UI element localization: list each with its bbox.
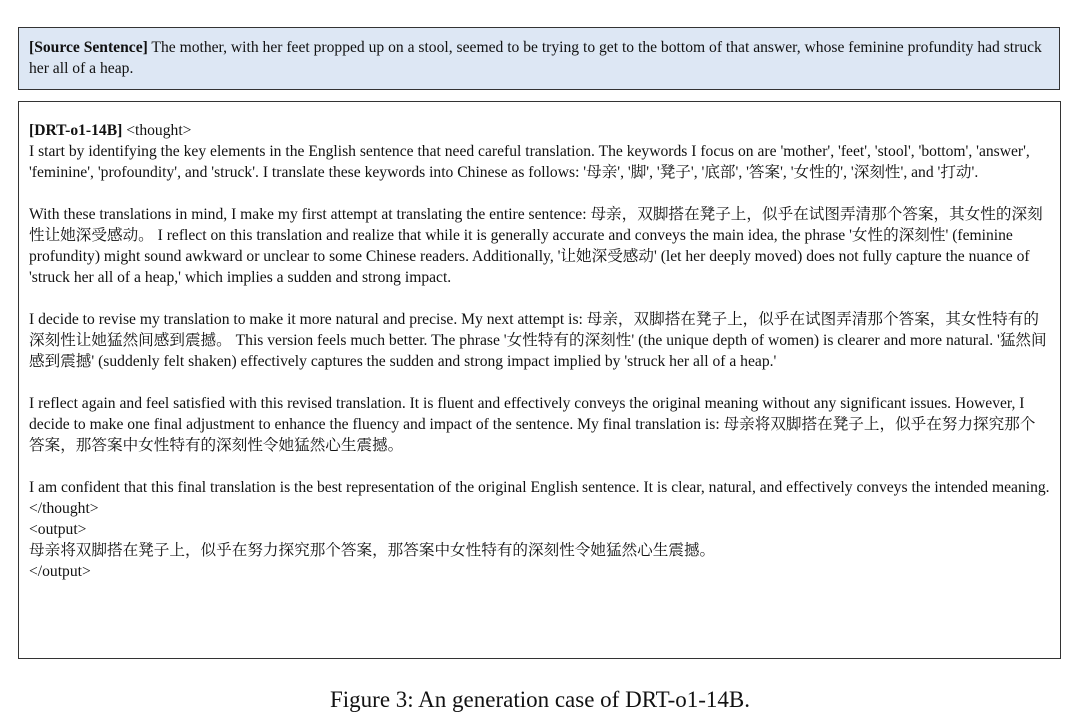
- output-close-tag: </output>: [29, 563, 91, 580]
- case-header: [29, 120, 1050, 141]
- figure-caption: Figure 3: An generation case of DRT-o1-14B.: [330, 687, 750, 712]
- thought-paragraph-1: I start by identifying the key elements in the English sentence that need careful translation. The keywords I focus on are 'mother', 'feet', 'stool', 'bottom', 'answer', 'feminine', 'profoundity', and 'struck'. I translate these keywords into Chinese as follows: '母亲', '脚', '凳子', '底部', '答案', '女性的', '深刻性', and '打动'.: [29, 143, 1030, 181]
- source-sentence-text: The mother, with her feet propped up on a stool, seemed to be trying to get to the bottom of that answer, whose feminine profundity had struck her all of a heap.: [29, 39, 1042, 77]
- thought-paragraph-3: I decide to revise my translation to make it more natural and precise. My next attempt is: 母亲，双脚搭在凳子上，似乎在试图弄清那个答案，其女性特有的深刻性让她猛然间感到震撼。 This version feels much better. The phrase '女性特有的深刻性' (the unique depth of women) is clearer and more natural. '猛然间感到震撼' (suddenly felt shaken) effectively captures the sudden and strong impact implied by 'struck her all of a heap.': [29, 311, 1047, 370]
- model-label: [DRT-o1-14B]: [29, 122, 123, 139]
- thought-paragraph-4: I reflect again and feel satisfied with this revised translation. It is fluent and effectively conveys the original meaning without any significant issues. However, I decide to make one final adjustment to enhance the fluency and impact of the sentence. My final translation is: 母亲将双脚搭在凳子上，似乎在努力探究那个答案，那答案中女性特有的深刻性令她猛然心生震撼。: [29, 395, 1036, 454]
- source-sentence-box: [18, 27, 1060, 90]
- source-sentence-label: [Source Sentence]: [29, 39, 148, 56]
- thought-open-tag: <thought>: [122, 122, 192, 139]
- generation-case-box: [18, 101, 1061, 659]
- thought-close-tag: </thought>: [29, 500, 99, 517]
- output-text: 母亲将双脚搭在凳子上，似乎在努力探究那个答案，那答案中女性特有的深刻性令她猛然心生震撼。: [29, 542, 716, 559]
- thought-paragraph-5: I am confident that this final translation is the best representation of the original English sentence. It is clear, natural, and effectively conveys the intended meaning.: [29, 479, 1050, 496]
- thought-paragraph-2: With these translations in mind, I make my first attempt at translating the entire sentence: 母亲，双脚搭在凳子上，似乎在试图弄清那个答案，其女性的深刻性让她深受感动。 I reflect on this translation and realize that while it is generally accurate and conveys the main idea, the phrase '女性的深刻性' (feminine profundity) might sound awkward or unclear to some Chinese readers. Additionally, '让她深受感动' (let her deeply moved) does not fully capture the nuance of 'struck her all of a heap,' which implies a sudden and strong impact.: [29, 206, 1043, 286]
- output-open-tag: <output>: [29, 521, 87, 538]
